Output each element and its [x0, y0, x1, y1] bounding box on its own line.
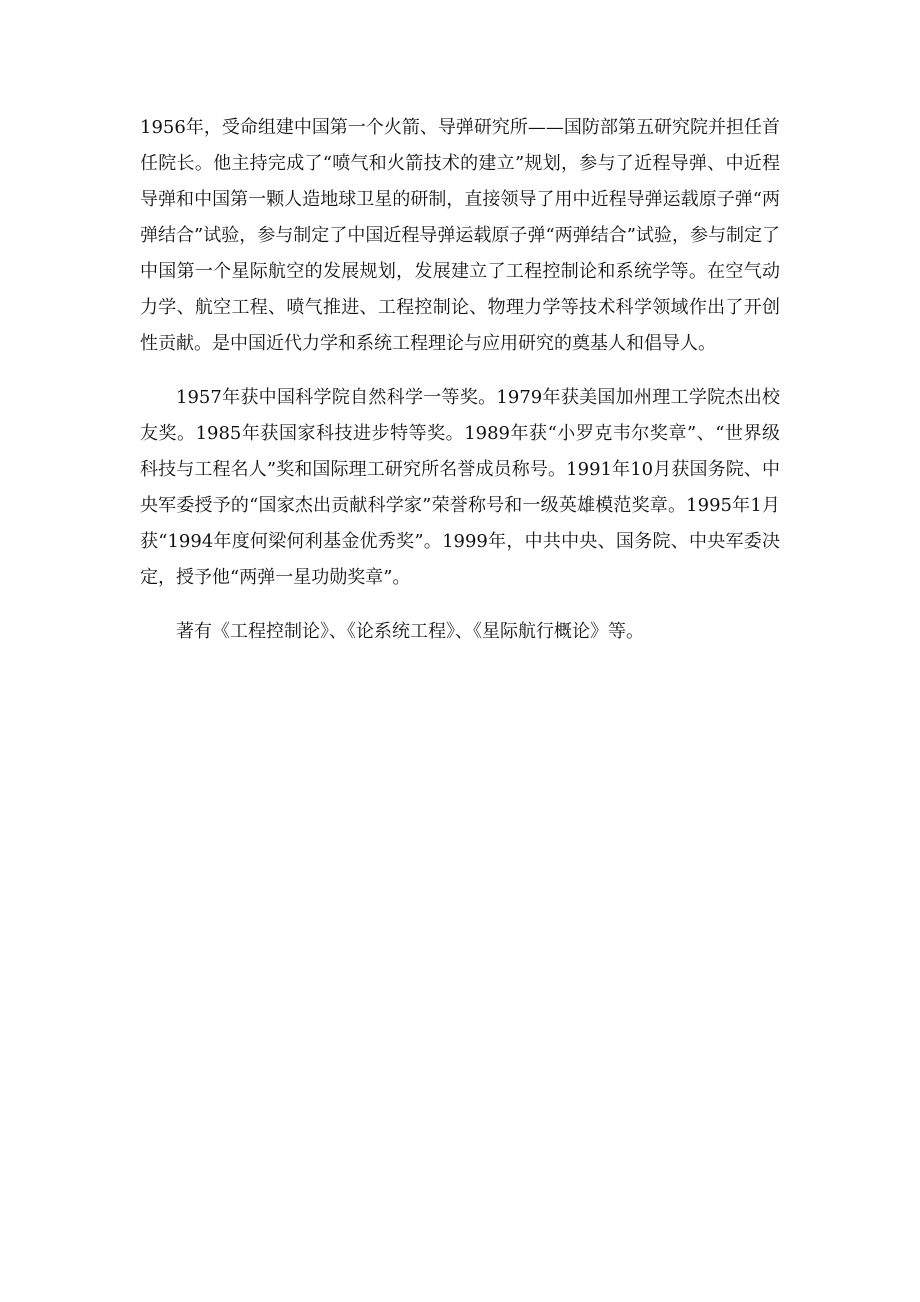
paragraph-awards: 1957年获中国科学院自然科学一等奖。1979年获美国加州理工学院杰出校友奖。1985年获国家科技进步特等奖。1989年获“小罗克韦尔奖章”、“世界级科技与工程名人”奖和国际理工研究所名誉成员称号。1991年10月获国务院、中央军委授予的“国家杰出贡献科学家”荣誉称号和一级英雄模范奖章。1995年1月获“1994年度何梁何利基金优秀奖”。1999年，中共中央、国务院、中央军委决定，授予他“两弹一星功勋奖章”。	[140, 387, 780, 588]
document-body	[140, 110, 780, 650]
paragraph-career: 1956年，受命组建中国第一个火箭、导弹研究所——国防部第五研究院并担任首任院长。他主持完成了“喷气和火箭技术的建立”规划，参与了近程导弹、中近程导弹和中国第一颗人造地球卫星的研制，直接领导了用中近程导弹运载原子弹“两弹结合”试验，参与制定了中国近程导弹运载原子弹“两弹结合”试验，参与制定了中国第一个星际航空的发展规划，发展建立了工程控制论和系统学等。在空气动力学、航空工程、喷气推进、工程控制论、物理力学等技术科学领域作出了开创性贡献。是中国近代力学和系统工程理论与应用研究的奠基人和倡导人。	[140, 117, 780, 354]
paragraph-works: 著有《工程控制论》、《论系统工程》、《星际航行概论》等。	[176, 621, 644, 642]
